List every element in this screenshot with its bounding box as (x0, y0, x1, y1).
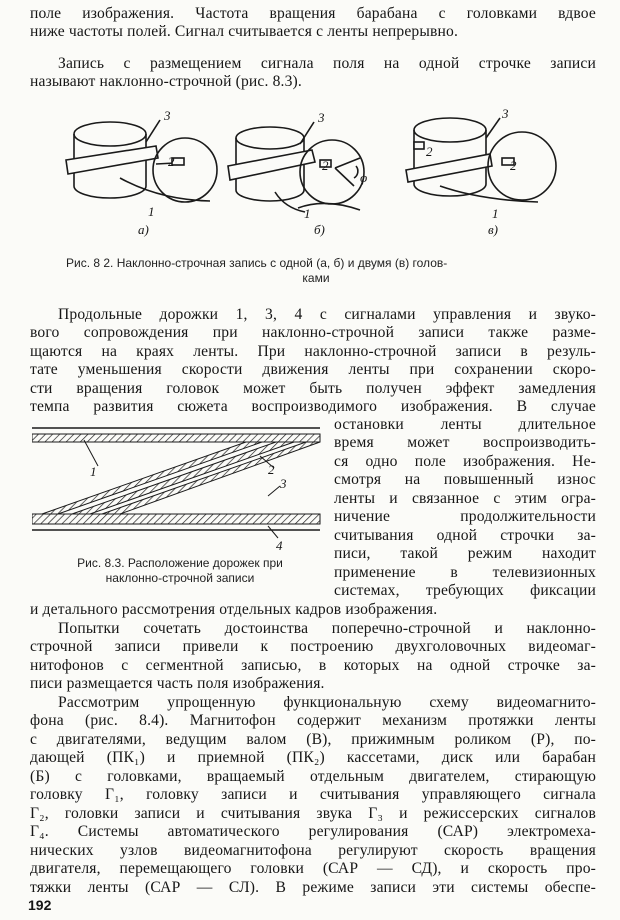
text-line: остановки ленты длительное (334, 416, 596, 433)
text-line: темпа развития сюжета воспроизводимого изображения. В случае (30, 398, 596, 416)
text-line: ся одно поле изображения. Не- (334, 452, 596, 470)
fig-a-label-3: 3 (164, 108, 171, 123)
figure-8-2-caption (66, 256, 566, 286)
fig-v-sublabel: в) (488, 222, 498, 237)
text-line: нитофонов с сегментной записью, в которых на одной строчке за- (30, 656, 596, 674)
text-line: Г₂, головки записи и считывания звука Г₃ и режиссерских сигналов (30, 804, 596, 822)
text-line: двигателя, перемещающего головки (САР — СД), и скорость про- (30, 860, 596, 878)
text-line: фона (рис. 8.4). Магнитофон содержит механизм протяжки ленты (30, 712, 596, 730)
text-line: вого сопровождения при наклонно-строчной записи также разме- (30, 324, 596, 342)
paragraph-3-wrap (334, 416, 596, 601)
text-line: сти вращения головок может быть получен эффект замедления (30, 379, 596, 397)
paragraph-3 (30, 306, 596, 417)
text-line: Запись с размещением сигнала поля на одной строчке записи (58, 55, 596, 72)
text-line: нических узлов видеомагнитофона регулируют скорость вращения (30, 841, 596, 859)
text-line: называют наклонно-строчной (рис. 8.3). (30, 73, 302, 91)
paragraph-3-tail (30, 601, 596, 619)
text-line: Рассмотрим упрощенную функциональную схему видеомагнито- (58, 694, 596, 711)
fig83-label-3: 3 (280, 476, 287, 491)
text-line: смотря на повышенный износ (334, 471, 596, 489)
text-line: применение в телевизионных (334, 563, 596, 581)
text-line: тяжки ленты (САР — СЛ). В режиме записи эти системы обеспе- (30, 878, 596, 896)
fig-b-label-phi: φ (360, 170, 368, 185)
text-line: щаются на краях ленты. При наклонно-строчной записи в резуль- (30, 342, 596, 360)
fig-v-drum (406, 118, 556, 202)
fig-b-drum (228, 122, 364, 212)
fig-a-label-1: 1 (148, 204, 155, 219)
text-line: писи размещается часть поля изображения. (30, 675, 325, 693)
caption-line: ками (302, 271, 330, 285)
fig-a-sublabel: а) (138, 222, 149, 237)
text-line: головку Г₁, головку записи и считывания управляющего сигнала (30, 786, 596, 804)
fig-v-label-1: 1 (492, 206, 499, 221)
fig-a-drum (66, 120, 217, 202)
text-line: Продольные дорожки 1, 3, 4 с сигналами управления и звуко- (58, 306, 596, 323)
fig83-label-1: 1 (90, 464, 97, 479)
caption-line: Рис. 8.3. Расположение дорожек при (77, 556, 283, 570)
text-line: Г₄. Системы автоматического регулирования (САР) электромеха- (30, 823, 596, 841)
text-line: строчной записи привели к построению двухголовочных видеомаг- (30, 638, 596, 656)
paragraph-1 (30, 5, 596, 42)
fig-a-label-2: 2 (168, 154, 175, 169)
text-line: с двигателями, ведущим валом (В), прижимным роликом (Р), по- (30, 730, 596, 748)
paragraph-2 (30, 55, 596, 92)
fig-b-label-3: 3 (318, 110, 325, 125)
page-number: 192 (28, 897, 52, 913)
figure-8-2 (60, 108, 580, 248)
figure-8-3 (32, 426, 324, 556)
paragraph-5 (30, 694, 596, 897)
paragraph-4 (30, 620, 596, 694)
fig-v-label-3: 3 (502, 108, 509, 121)
text-line: считывания одной строчки за- (334, 526, 596, 544)
text-line: Попытки сочетать достоинства поперечно-строчной и наклонно- (58, 620, 596, 637)
text-line: ниже частоты полей. Сигнал считывается с ленты непрерывно. (30, 23, 459, 41)
fig-b-label-1: 1 (304, 206, 311, 221)
fig-b-sublabel: б) (314, 222, 325, 237)
text-line: (Б) с головками, вращаемый отдельным двигателем, стирающую (30, 767, 596, 785)
text-line: и детального рассмотрения отдельных кадров изображения. (30, 601, 438, 618)
fig83-label-4: 4 (276, 538, 283, 553)
text-line: ничение продолжительности (334, 508, 596, 526)
text-line: дающей (ПК₁) и приемной (ПК₂) кассетами, диск или барабан (30, 749, 596, 767)
text-line: системах, требующих фиксации (334, 582, 596, 600)
caption-line: наклонно-строчной записи (105, 571, 255, 585)
figure-8-3-caption (40, 556, 320, 586)
text-line: ленты и связанное с этим огра- (334, 489, 596, 507)
text-line: тате уменьшения скорости движения ленты при сохранении скоро- (30, 361, 596, 379)
text-line: поле изображения. Частота вращения барабана с головками вдвое (30, 5, 596, 22)
text-line: писи, такой режим находит (334, 545, 596, 563)
fig-v-label-2b: 2 (426, 144, 433, 159)
caption-line: Рис. 8 2. Наклонно-строчная запись с одной (а, б) и двумя (в) голов- (66, 256, 448, 270)
text-line: время может воспроизводить- (334, 434, 596, 452)
fig-b-label-2: 2 (322, 158, 329, 173)
fig-v-label-2: 2 (510, 158, 517, 173)
fig83-label-2: 2 (268, 462, 275, 477)
